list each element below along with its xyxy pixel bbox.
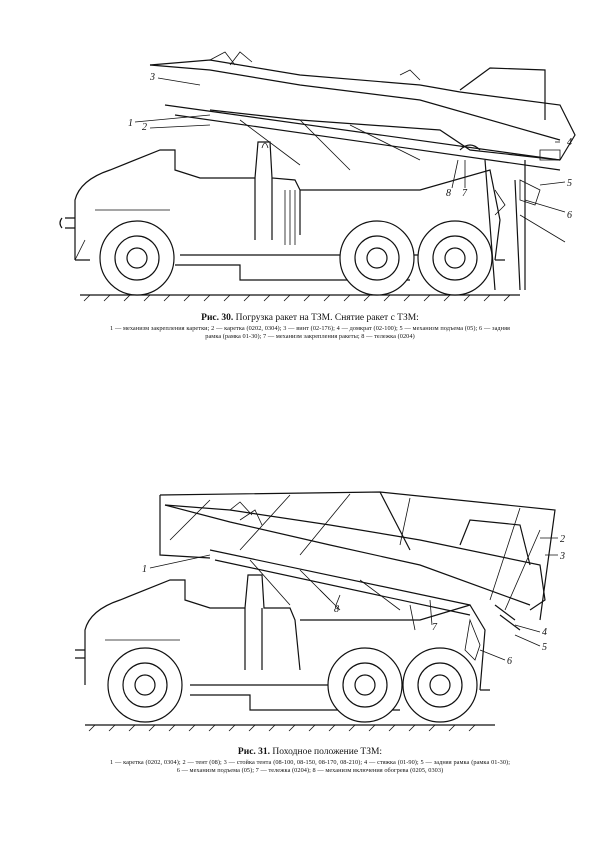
truck-travel-position-drawing (0, 480, 611, 745)
figure-30-caption (110, 313, 510, 340)
fig30-label-2: 2 (142, 122, 147, 133)
fig30-label-3: 3 (150, 72, 155, 83)
fig30-label-7: 7 (462, 188, 467, 199)
figure-30-title: Рис. 30. Погрузка ракет на ТЗМ. Снятие ракет с ТЗМ: (201, 313, 419, 323)
fig31-label-4: 4 (542, 627, 547, 638)
figure-31-legend: 1 — каретка (0202, 0304); 2 — тент (08); 3 — стойка тента (08-100, 08-150, 08-170, 08-210); 4 — стяжка (01-90); 5 — задняя рамка (рамка 01-30); 6 — механизм подъема (05); 7 — тележка (0204); 8 — механизм включения обогрева (0205, 0303) (110, 759, 510, 774)
figure-30-legend: 1 — механизм закрепления каретки; 2 — каретка (0202, 0304); 3 — винт (02-176); 4 — домкрат (02-100); 5 — механизм подъема (05); 6 — задняя рамка (рамка 01-30); 7 — механизм закрепления ракеты; 8 — тележка (0204) (110, 325, 510, 340)
fig30-label-8: 8 (446, 188, 451, 199)
fig30-label-5: 5 (567, 178, 572, 189)
fig31-label-8: 8 (334, 604, 339, 615)
figure-31-title: Рис. 31. Походное положение ТЗМ: (237, 747, 383, 757)
fig31-label-5: 5 (542, 642, 547, 653)
fig31-label-1: 1 (142, 564, 147, 575)
figure-31-caption (110, 747, 510, 774)
fig30-label-6: 6 (567, 210, 572, 221)
fig31-label-7: 7 (432, 622, 437, 633)
fig30-label-1: 1 (128, 118, 133, 129)
fig30-label-4: 4 (567, 137, 572, 148)
fig31-label-3: 3 (560, 551, 565, 562)
fig31-label-6: 6 (507, 656, 512, 667)
truck-loading-drawing (0, 30, 611, 315)
fig31-label-2: 2 (560, 534, 565, 545)
figure-31-drawing (0, 480, 611, 745)
figure-30-drawing (0, 30, 611, 315)
